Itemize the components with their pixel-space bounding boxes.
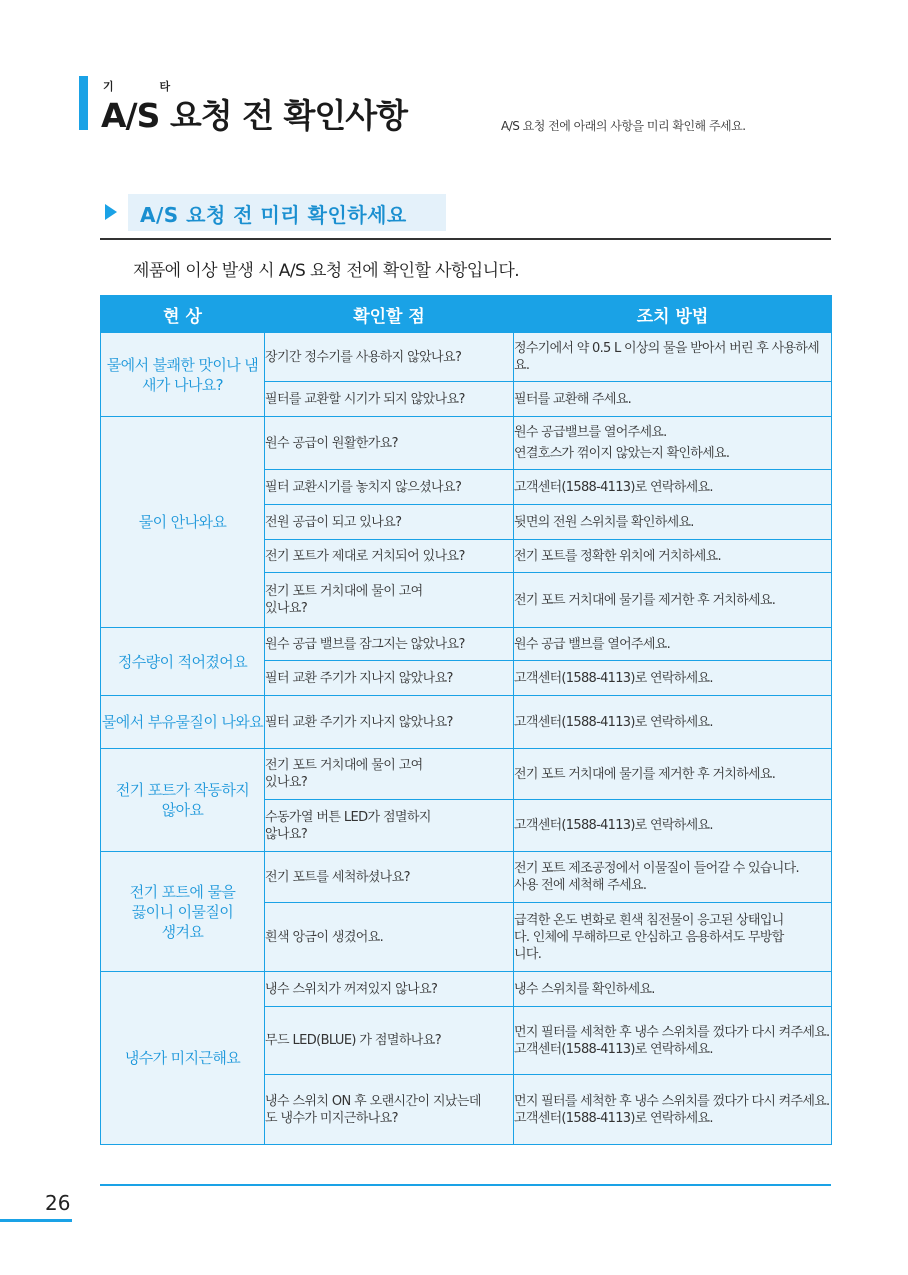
check-cell: 전기 포트 거치대에 물이 고여 있나요? bbox=[265, 749, 514, 800]
symptom-cell: 물에서 부유물질이 나와요 bbox=[101, 696, 265, 749]
action-cell: 정수기에서 약 0.5 L 이상의 물을 받아서 버린 후 사용하세요. bbox=[514, 333, 832, 382]
check-cell: 필터 교환 주기가 지나지 않았나요? bbox=[265, 661, 514, 696]
action-cell: 원수 공급 밸브를 열어주세요. bbox=[514, 628, 832, 661]
action-cell: 고객센터(1588-4113)로 연락하세요. bbox=[514, 661, 832, 696]
symptom-cell: 물에서 불쾌한 맛이나 냄새가 나나요? bbox=[101, 333, 265, 417]
action-cell: 고객센터(1588-4113)로 연락하세요. bbox=[514, 800, 832, 852]
bottom-divider bbox=[100, 1184, 831, 1186]
action-cell: 필터를 교환해 주세요. bbox=[514, 382, 832, 417]
table-row bbox=[101, 696, 832, 749]
header-action: 조치 방법 bbox=[514, 296, 832, 333]
action-cell: 전기 포트 거치대에 물기를 제거한 후 거치하세요. bbox=[514, 573, 832, 628]
troubleshooting-table bbox=[100, 295, 832, 1145]
check-cell: 냉수 스위치가 꺼져있지 않나요? bbox=[265, 972, 514, 1007]
action-line: 고객센터(1588-4113)로 연락하세요. bbox=[514, 1110, 713, 1126]
check-cell: 원수 공급이 원활한가요? bbox=[265, 417, 514, 470]
check-cell: 원수 공급 밸브를 잠그지는 않았나요? bbox=[265, 628, 514, 661]
header-symptom: 현 상 bbox=[101, 296, 265, 333]
section-intro: 제품에 이상 발생 시 A/S 요청 전에 확인할 사항입니다. bbox=[133, 261, 520, 281]
action-cell: 전기 포트 거치대에 물기를 제거한 후 거치하세요. bbox=[514, 749, 832, 800]
header-check: 확인할 점 bbox=[265, 296, 514, 333]
table-row bbox=[101, 333, 832, 382]
action-cell: 냉수 스위치를 확인하세요. bbox=[514, 972, 832, 1007]
title-accent-bar bbox=[79, 76, 88, 130]
table-row bbox=[101, 749, 832, 800]
header-note: A/S 요청 전에 아래의 사항을 미리 확인해 주세요. bbox=[501, 119, 746, 133]
table-row bbox=[101, 417, 832, 470]
symptom-cell: 전기 포트가 작동하지 않아요 bbox=[101, 749, 265, 852]
table-header-row bbox=[101, 296, 832, 333]
check-cell: 전기 포트를 세척하셨나요? bbox=[265, 852, 514, 903]
check-cell: 전원 공급이 되고 있나요? bbox=[265, 505, 514, 540]
check-cell: 수동가열 버튼 LED가 점멸하지 않나요? bbox=[265, 800, 514, 852]
check-cell: 필터 교환시기를 놓치지 않으셨나요? bbox=[265, 470, 514, 505]
triangle-bullet-icon bbox=[105, 204, 117, 220]
action-cell: 전기 포트 제조공정에서 이물질이 들어갈 수 있습니다. 사용 전에 세척해 주세요. bbox=[514, 852, 832, 903]
action-cell bbox=[514, 1075, 832, 1145]
action-cell bbox=[514, 417, 832, 470]
action-cell: 고객센터(1588-4113)로 연락하세요. bbox=[514, 470, 832, 505]
table-row bbox=[101, 628, 832, 661]
section-title: A/S 요청 전 미리 확인하세요 bbox=[140, 203, 407, 227]
action-cell: 고객센터(1588-4113)로 연락하세요. bbox=[514, 696, 832, 749]
section-divider bbox=[100, 238, 831, 240]
page-number-underline bbox=[0, 1219, 72, 1222]
symptom-cell: 정수량이 적어졌어요 bbox=[101, 628, 265, 696]
symptom-cell: 물이 안나와요 bbox=[101, 417, 265, 628]
page-number: 26 bbox=[45, 1191, 71, 1215]
page-title: A/S 요청 전 확인사항 bbox=[101, 96, 407, 135]
check-cell: 전기 포트가 제대로 거치되어 있나요? bbox=[265, 540, 514, 573]
category-label: 기 타 bbox=[103, 80, 192, 93]
check-cell: 필터 교환 주기가 지나지 않았나요? bbox=[265, 696, 514, 749]
action-line: 연결호스가 꺾이지 않았는지 확인하세요. bbox=[514, 446, 730, 461]
action-line: 먼지 필터를 세척한 후 냉수 스위치를 껐다가 다시 켜주세요. bbox=[514, 1024, 830, 1040]
check-cell: 냉수 스위치 ON 후 오랜시간이 지났는데도 냉수가 미지근하나요? bbox=[265, 1075, 514, 1145]
check-cell: 필터를 교환할 시기가 되지 않았나요? bbox=[265, 382, 514, 417]
action-line: 원수 공급밸브를 열어주세요. bbox=[514, 425, 667, 440]
action-line: 먼지 필터를 세척한 후 냉수 스위치를 껐다가 다시 켜주세요. bbox=[514, 1093, 830, 1109]
action-cell: 전기 포트를 정확한 위치에 거치하세요. bbox=[514, 540, 832, 573]
check-cell: 장기간 정수기를 사용하지 않았나요? bbox=[265, 333, 514, 382]
action-cell: 뒷면의 전원 스위치를 확인하세요. bbox=[514, 505, 832, 540]
table-row bbox=[101, 852, 832, 903]
symptom-cell: 냉수가 미지근해요 bbox=[101, 972, 265, 1145]
check-cell: 무드 LED(BLUE) 가 점멸하나요? bbox=[265, 1007, 514, 1075]
action-cell: 급격한 온도 변화로 흰색 침전물이 응고된 상태입니다. 인체에 무해하므로 안심하고 음용하셔도 무방합니다. bbox=[514, 903, 832, 972]
check-cell: 흰색 앙금이 생겼어요. bbox=[265, 903, 514, 972]
symptom-cell: 전기 포트에 물을 끓이니 이물질이 생겨요 bbox=[101, 852, 265, 972]
check-cell: 전기 포트 거치대에 물이 고여 있나요? bbox=[265, 573, 514, 628]
action-cell bbox=[514, 1007, 832, 1075]
table-row bbox=[101, 972, 832, 1007]
action-line: 고객센터(1588-4113)로 연락하세요. bbox=[514, 1041, 713, 1057]
